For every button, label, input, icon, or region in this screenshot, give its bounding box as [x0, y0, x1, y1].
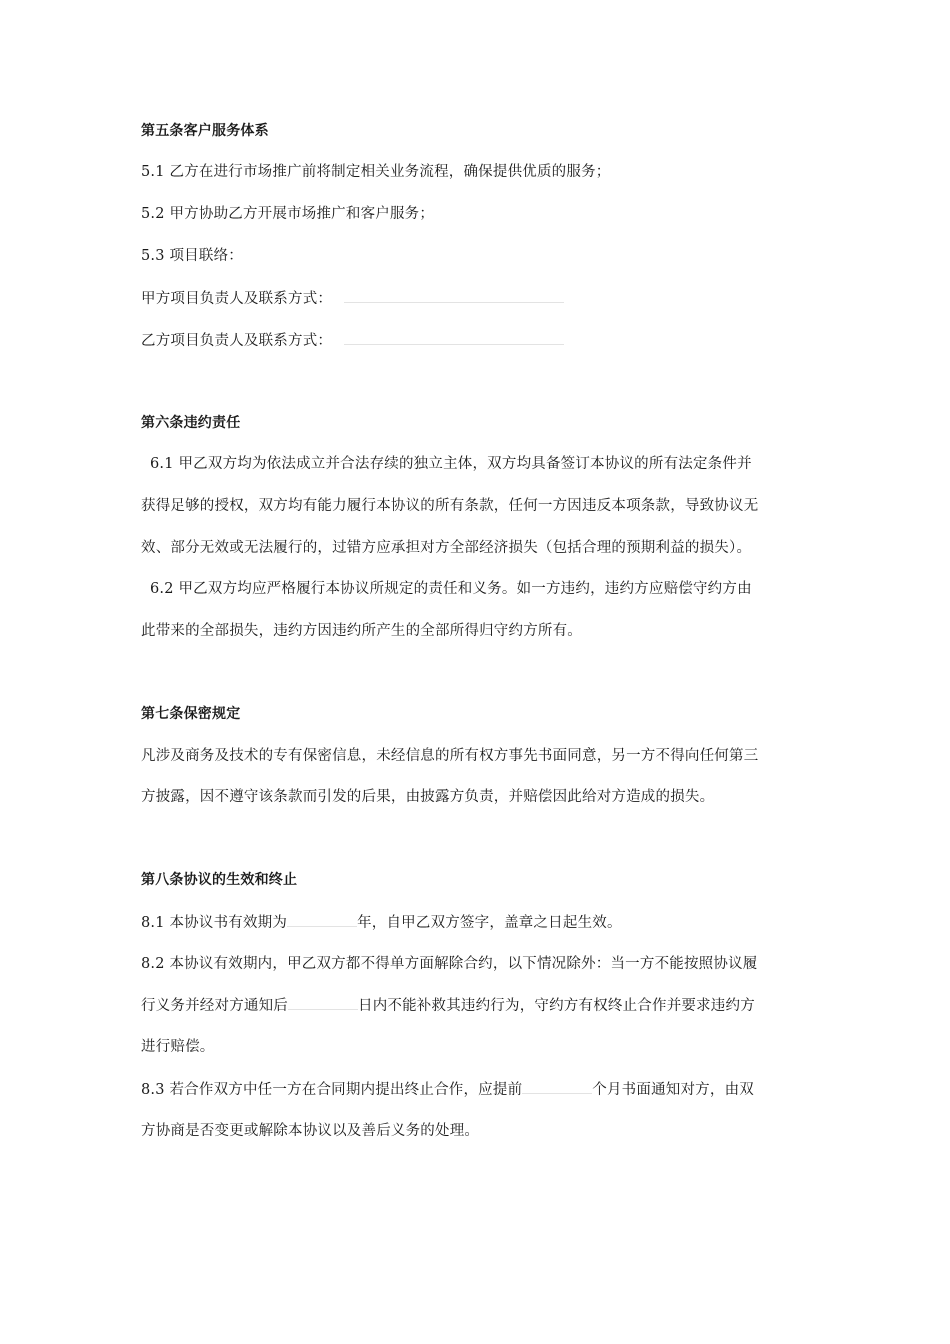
clause-6-1-line-2: 获得足够的授权，双方均有能力履行本协议的所有条款，任何一方因违反本项条款，导致协议无	[141, 498, 759, 514]
section-8-heading: 第八条协议的生效和终止	[141, 872, 298, 888]
clause-8-2-text-b: 日内不能补救其违约行为，守约方有权终止合作并要求违约方	[358, 998, 755, 1014]
clause-8-3-text-b: 个月书面通知对方，由双	[592, 1082, 754, 1098]
clause-6-2-line-1: 6.2 甲乙双方均应严格履行本协议所规定的责任和义务。如一方违约，违约方应赔偿守约方由	[150, 581, 752, 597]
contact-blank-party-b[interactable]	[344, 330, 564, 345]
clause-8-3-line-1	[141, 1079, 821, 1100]
clause-5-1: 5.1 乙方在进行市场推广前将制定相关业务流程，确保提供优质的服务；	[141, 164, 611, 180]
clause-8-3-text-a: 8.3 若合作双方中任一方在合同期内提出终止合作，应提前	[141, 1082, 523, 1098]
clause-7-line-2: 方披露，因不遵守该条款而引发的后果，由披露方负责，并赔偿因此给对方造成的损失。	[141, 789, 715, 805]
clause-8-3-line-2: 方协商是否变更或解除本协议以及善后义务的处理。	[141, 1123, 480, 1139]
contact-label-party-b: 乙方项目负责人及联系方式：	[141, 333, 333, 349]
clause-5-3: 5.3 项目联络：	[141, 248, 243, 264]
section-5-heading: 第五条客户服务体系	[141, 123, 269, 139]
contact-line-party-b	[141, 330, 821, 351]
clause-6-1-line-1: 6.1 甲乙双方均为依法成立并合法存续的独立主体，双方均具备签订本协议的所有法定条件并	[150, 456, 752, 472]
clause-8-1	[141, 912, 821, 933]
clause-8-1-text-b: 年，自甲乙双方签字，盖章之日起生效。	[357, 915, 622, 931]
clause-6-2-line-2: 此带来的全部损失，违约方因违约所产生的全部所得归守约方所有。	[141, 623, 582, 639]
clause-8-2-line-3: 进行赔偿。	[141, 1039, 215, 1055]
clause-8-2-line-1: 8.2 本协议有效期内，甲乙双方都不得单方面解除合约，以下情况除外：当一方不能按照协议履	[141, 956, 758, 972]
contact-label-party-a: 甲方项目负责人及联系方式：	[141, 291, 333, 307]
notice-months-blank[interactable]	[522, 1079, 592, 1094]
clause-5-2: 5.2 甲方协助乙方开展市场推广和客户服务；	[141, 206, 435, 222]
term-years-blank[interactable]	[287, 912, 357, 927]
clause-8-1-text-a: 8.1 本协议书有效期为	[141, 915, 288, 931]
clause-8-2-text-a: 行义务并经对方通知后	[141, 998, 288, 1014]
clause-8-2-line-2	[141, 995, 821, 1016]
remedy-days-blank[interactable]	[288, 995, 358, 1010]
section-6-heading: 第六条违约责任	[141, 415, 241, 431]
clause-6-1-line-3: 效、部分无效或无法履行的，过错方应承担对方全部经济损失（包括合理的预期利益的损失）。	[141, 540, 752, 556]
clause-7-line-1: 凡涉及商务及技术的专有保密信息，未经信息的所有权方事先书面同意，另一方不得向任何第三	[141, 748, 759, 764]
contact-line-party-a	[141, 288, 821, 309]
contact-blank-party-a[interactable]	[344, 288, 564, 303]
section-7-heading: 第七条保密规定	[141, 706, 241, 722]
